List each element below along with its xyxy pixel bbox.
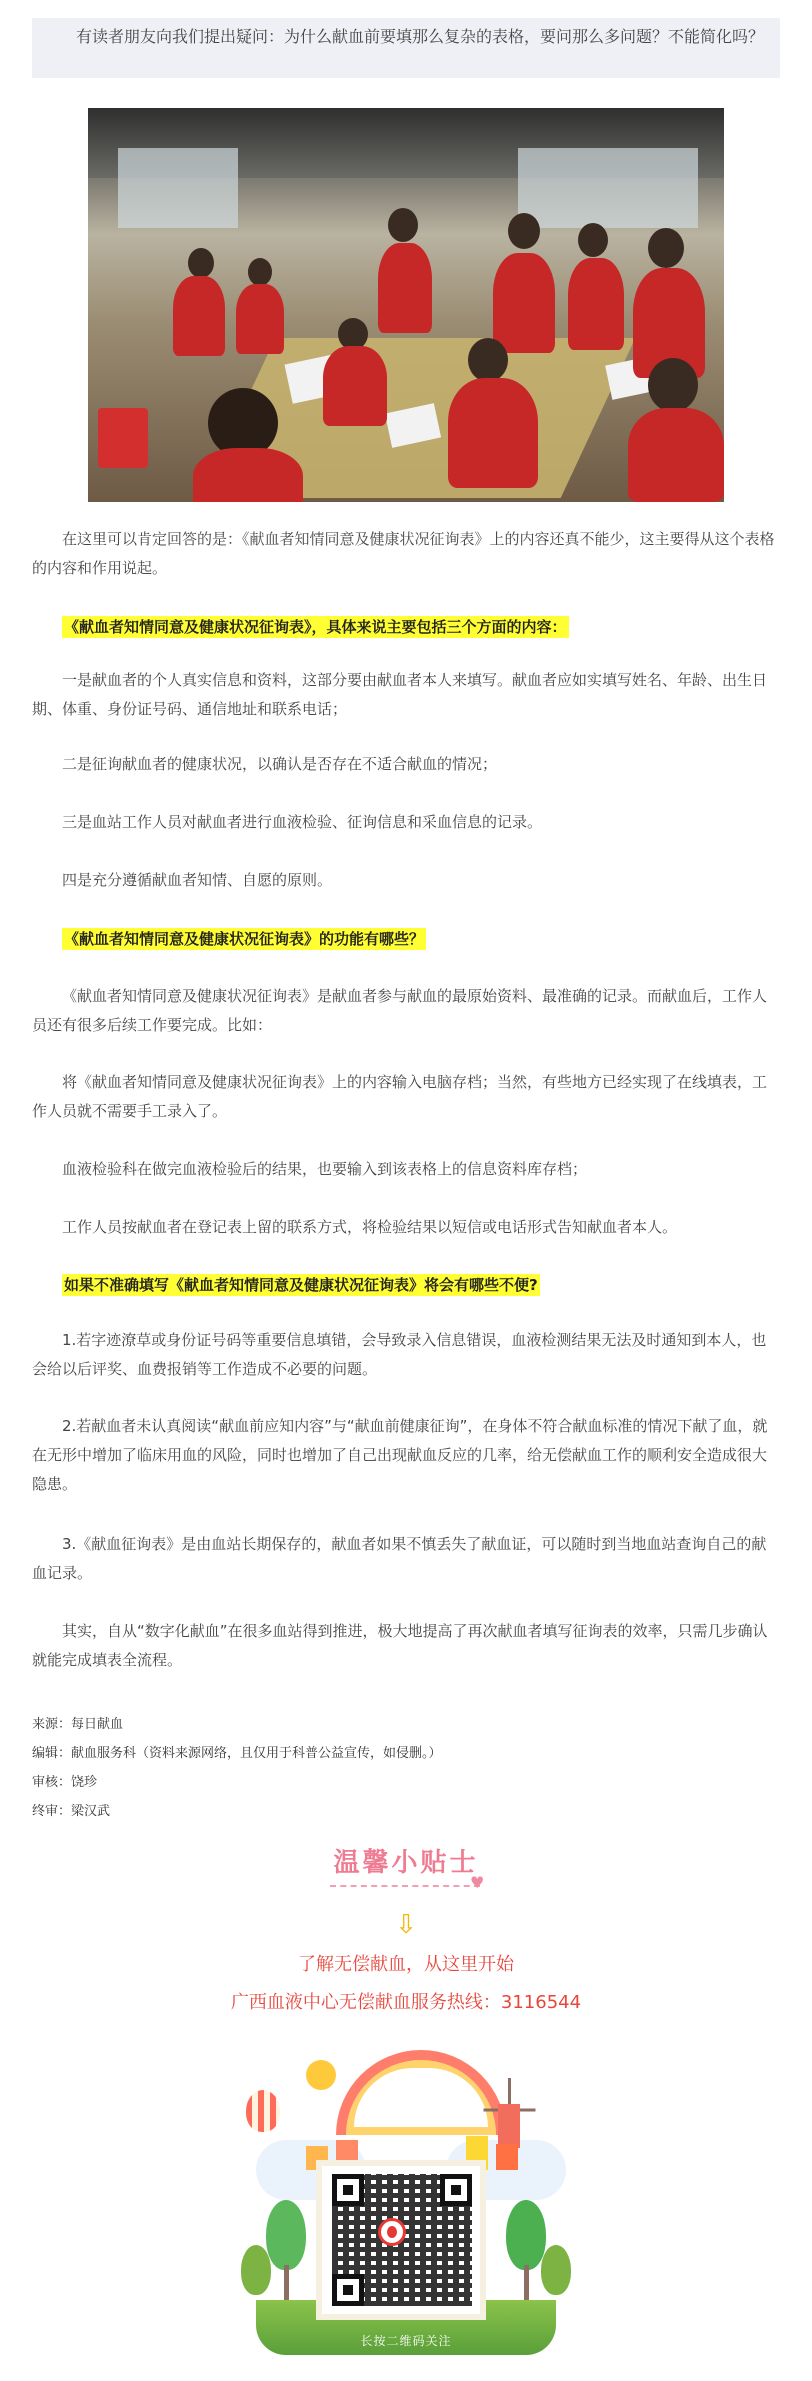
tips-title: 温馨小贴士: [333, 1848, 479, 1878]
credit-reviewer: 审核：饶珍: [32, 1775, 98, 1790]
hot-air-balloon-icon: [246, 2090, 280, 2132]
content-item-3: 三是血站工作人员对献血者进行血液检验、征询信息和采血信息的记录。: [62, 813, 543, 831]
tips-line-1: 了解无偿献血，从这里开始: [298, 1954, 514, 1975]
credit-editor: 编辑：献血服务科（资料来源网络，且仅用于科普公益宣传，如侵删。）: [32, 1746, 442, 1761]
problem-item-3: 3.《献血征询表》是由血站长期保存的，献血者如果不慎丢失了献血证，可以随时到当地血站查询自己的献血记录。: [32, 1535, 767, 1582]
sun-icon: [306, 2060, 336, 2090]
answer-paragraph: 在这里可以肯定回答的是：《献血者知情同意及健康状况征询表》上的内容还真不能少，这主要得从这个表格的内容和作用说起。: [32, 530, 775, 577]
content-item-2: 二是征询献血者的健康状况，以确认是否存在不适合献血的情况；: [62, 755, 498, 773]
section-heading-problems: 如果不准确填写《献血者知情同意及健康状况征询表》将会有哪些不便?: [64, 1276, 538, 1294]
credit-source: 来源：每日献血: [32, 1717, 124, 1732]
tips-divider: [330, 1885, 480, 1887]
qr-illustration: [236, 2050, 576, 2370]
credit-final: 终审：梁汉武: [32, 1804, 111, 1819]
problem-item-2: 2.若献血者未认真阅读“献血前应知内容”与“献血前健康征询”，在身体不符合献血标准的情况下献了血，就在无形中增加了临床用血的风险，同时也增加了自己出现献血反应的几率，给无偿献血工作的顺利安全造成很大隐患。: [32, 1417, 768, 1493]
blood-donors-photo: [88, 108, 724, 502]
content-item-1: 一是献血者的个人真实信息和资料，这部分要由献血者本人来填写。献血者应如实填写姓名、年龄、出生日期、体重、身份证号码、通信地址和联系电话；: [32, 671, 768, 718]
tips-hotline: 广西血液中心无偿献血服务热线：3116544: [230, 1992, 582, 2013]
blood-drop-logo-icon: [378, 2218, 406, 2246]
function-item-lab: 血液检验科在做完血液检验后的结果，也要输入到该表格上的信息资料库存档；: [62, 1160, 588, 1178]
intro-quote-box: 有读者朋友向我们提出疑问：为什么献血前要填那么复杂的表格，要问那么多问题？不能简化吗？: [32, 18, 780, 78]
function-paragraph: 《献血者知情同意及健康状况征询表》是献血者参与献血的最原始资料、最准确的记录。而献血后，工作人员还有很多后续工作要完成。比如：: [32, 987, 768, 1034]
qr-code[interactable]: [316, 2160, 486, 2320]
qr-press-label: 长按二维码关注: [360, 2334, 452, 2348]
content-item-4: 四是充分遵循献血者知情、自愿的原则。: [62, 871, 333, 889]
section-heading-contents: 《献血者知情同意及健康状况征询表》，具体来说主要包括三个方面的内容：: [64, 618, 567, 636]
function-item-notify: 工作人员按献血者在登记表上留的联系方式，将检验结果以短信或电话形式告知献血者本人。: [62, 1218, 678, 1236]
problem-item-1: 1.若字迹潦草或身份证号码等重要信息填错，会导致录入信息错误，血液检测结果无法及时通知到本人，也会给以后评奖、血费报销等工作造成不必要的问题。: [32, 1331, 767, 1378]
heart-icon: ♥: [470, 1873, 485, 1892]
function-item-input: 将《献血者知情同意及健康状况征询表》上的内容输入电脑存档；当然，有些地方已经实现了在线填表，工作人员就不需要手工录入了。: [32, 1073, 768, 1120]
section-heading-functions: 《献血者知情同意及健康状况征询表》的功能有哪些？: [64, 930, 425, 948]
down-arrow-icon: ⇩: [395, 1910, 417, 1940]
rainbow-icon: [336, 2050, 506, 2135]
closing-paragraph: 其实，自从“数字化献血”在很多血站得到推进，极大地提高了再次献血者填写征询表的效率，只需几步确认就能完成填表全流程。: [32, 1622, 768, 1669]
